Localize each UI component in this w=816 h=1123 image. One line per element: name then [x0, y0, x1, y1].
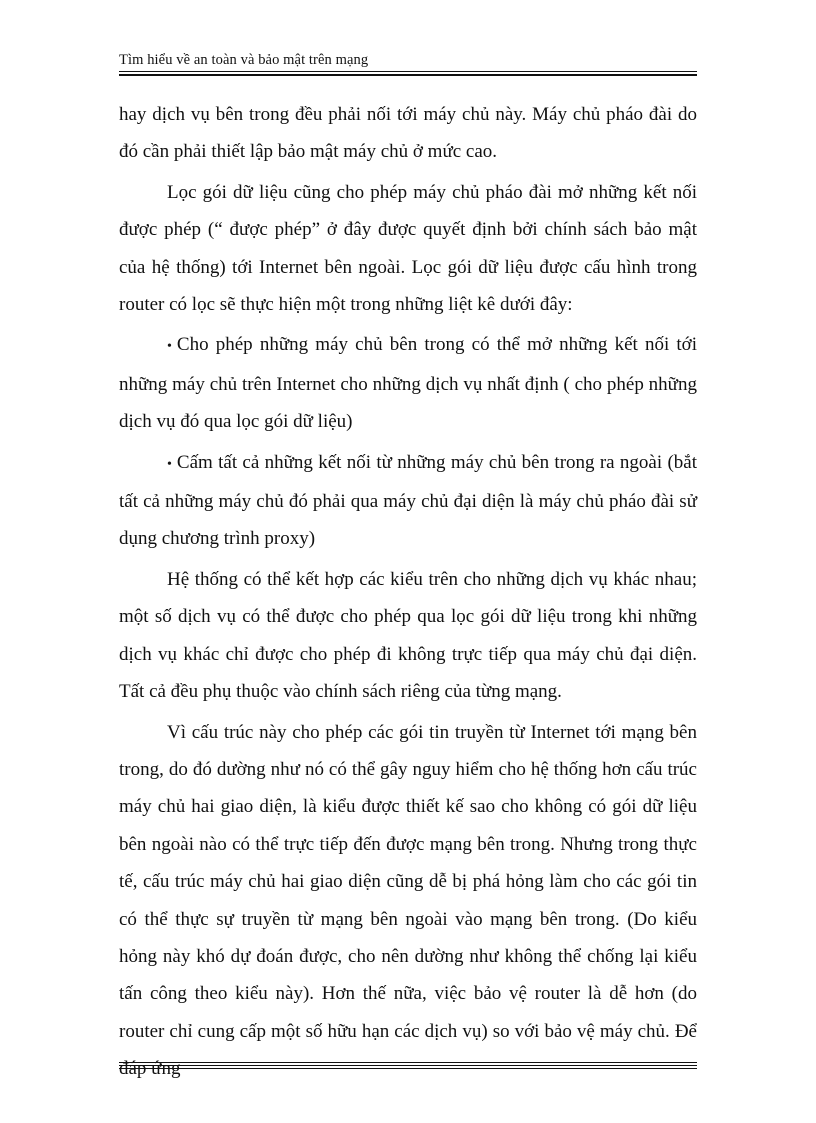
paragraph-3: Hệ thống có thể kết hợp các kiểu trên cho những dịch vụ khác nhau; một số dịch vụ có thể được cho phép qua lọc gói dữ liệu trong khi những dịch vụ khác chỉ được cho phép đi không trực tiếp qua máy chủ đại diện. Tất cả đều phụ thuộc vào chính sách riêng của từng mạng. [119, 568, 697, 703]
footer-rule-3 [119, 1068, 697, 1069]
header-rule-thick [119, 74, 697, 76]
page-header [119, 50, 697, 76]
bullet-item-1 [119, 326, 697, 440]
paragraph-4: Vì cấu trúc này cho phép các gói tin truyền từ Internet tới mạng bên trong, do đó dường như nó có thể gây nguy hiểm cho hệ thống hơn cấu trúc máy chủ hai giao diện, là kiểu được thiết kế sao cho không có gói dữ liệu bên ngoài nào có thể trực tiếp đến được mạng bên trong. Nhưng trong thực tế, cấu trúc máy chủ hai giao diện cũng dễ bị phá hỏng làm cho các gói tin có thể thực sự truyền từ mạng bên ngoài vào mạng bên trong. (Do kiểu hỏng này khó dự đoán được, cho nên dường như không thể chống lại kiểu tấn công theo kiểu này). Hơn thế nữa, việc bảo vệ router là dễ hơn (do router chỉ cung cấp một số hữu hạn các dịch vụ) so với bảo vệ máy chủ. Để đáp ứng [119, 721, 697, 1080]
paragraph-1: hay dịch vụ bên trong đều phải nối tới máy chủ này. Máy chủ pháo đài do đó cần phải thiết lập bảo mật máy chủ ở mức cao. [119, 104, 697, 163]
page-footer [119, 1062, 697, 1069]
document-body [119, 96, 697, 1088]
bullet-icon: • [167, 339, 172, 355]
bullet-text: Cho phép những máy chủ bên trong có thể mở những kết nối tới những máy chủ trên Internet cho những dịch vụ nhất định ( cho phép những dịch vụ đó qua lọc gói dữ liệu) [119, 334, 697, 433]
bullet-item-2 [119, 444, 697, 558]
header-rule-thin [119, 71, 697, 72]
paragraph-2: Lọc gói dữ liệu cũng cho phép máy chủ pháo đài mở những kết nối được phép (“ được phép” ở đây được quyết định bởi chính sách bảo mật của hệ thống) tới Internet bên ngoài. Lọc gói dữ liệu được cấu hình trong router có lọc sẽ thực hiện một trong những liệt kê dưới đây: [119, 181, 697, 316]
footer-rule-1 [119, 1062, 697, 1063]
header-title: Tìm hiểu về an toàn và bảo mật trên mạng [119, 52, 369, 68]
bullet-icon: • [167, 456, 172, 472]
bullet-text: Cấm tất cả những kết nối từ những máy chủ bên trong ra ngoài (bắt tất cả những máy chủ đó phải qua máy chủ đại diện là máy chủ pháo đài sử dụng chương trình proxy) [119, 451, 697, 550]
footer-rule-2 [119, 1065, 697, 1066]
